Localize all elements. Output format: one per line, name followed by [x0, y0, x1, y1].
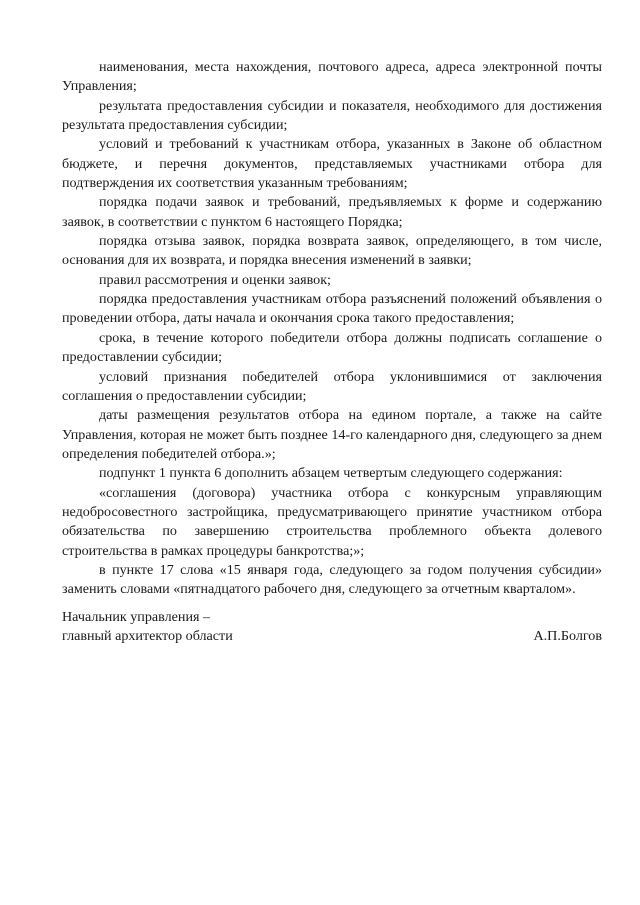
paragraph-item-12: «соглашения (договора) участника отбора с конкурсным управляющим недобросовестного застройщика, предусматривающего принятие участником отбора обязательства по завершению строительства проблемного объекта долевого строительства в рамках процедуры банкротства;»; — [62, 484, 602, 559]
signatory-name: А.П.Болгов — [533, 628, 602, 645]
signature-row — [62, 627, 602, 646]
paragraph-item-4: порядка подачи заявок и требований, предъявляемых к форме и содержанию заявок, в соответствии с пунктом 6 настоящего Порядка; — [62, 194, 602, 230]
paragraph-item-5: порядка отзыва заявок, порядка возврата заявок, определяющего, в том числе, основания для их возврата, и порядка внесения изменений в заявки; — [62, 233, 602, 269]
paragraph-item-9: условий признания победителей отбора уклонившимися от заключения соглашения о предоставлении субсидии; — [62, 368, 602, 404]
signature-block — [62, 608, 602, 647]
signatory-position-line-1: Начальник управления – — [62, 609, 211, 625]
document-body — [62, 58, 602, 600]
paragraph-item-6: правил рассмотрения и оценки заявок; — [99, 271, 331, 288]
paragraph-item-11: подпункт 1 пункта 6 дополнить абзацем четвертым следующего содержания: — [99, 465, 563, 482]
paragraph-item-3: условий и требований к участникам отбора, указанных в Законе об областном бюджете, и перечня документов, представляемых участниками отбора для подтверждения их соответствия указанным требованиям; — [62, 136, 602, 192]
paragraph-item-2: результата предоставления субсидии и показателя, необходимого для достижения результата предоставления субсидии; — [62, 97, 602, 134]
paragraph-item-13: в пункте 17 слова «15 января года, следующего за годом получения субсидии» заменить словами «пятнадцатого рабочего дня, следующего за отчетным кварталом». — [62, 561, 602, 598]
signatory-position-line-2: главный архитектор области — [62, 628, 233, 645]
paragraph-item-8: срока, в течение которого победители отбора должны подписать соглашение о предоставлении субсидии; — [62, 329, 602, 366]
paragraph-item-10: даты размещения результатов отбора на едином портале, а также на сайте Управления, которая не может быть позднее 14-го календарного дня, следующего за днем определения победителей отбора.»; — [62, 407, 602, 462]
paragraph-item-1: наименования, места нахождения, почтового адреса, адреса электронной почты Управления; — [62, 59, 602, 95]
paragraph-item-7: порядка предоставления участникам отбора разъяснений положений объявления о проведении отбора, даты начала и окончания срока такого предоставления; — [62, 291, 602, 327]
